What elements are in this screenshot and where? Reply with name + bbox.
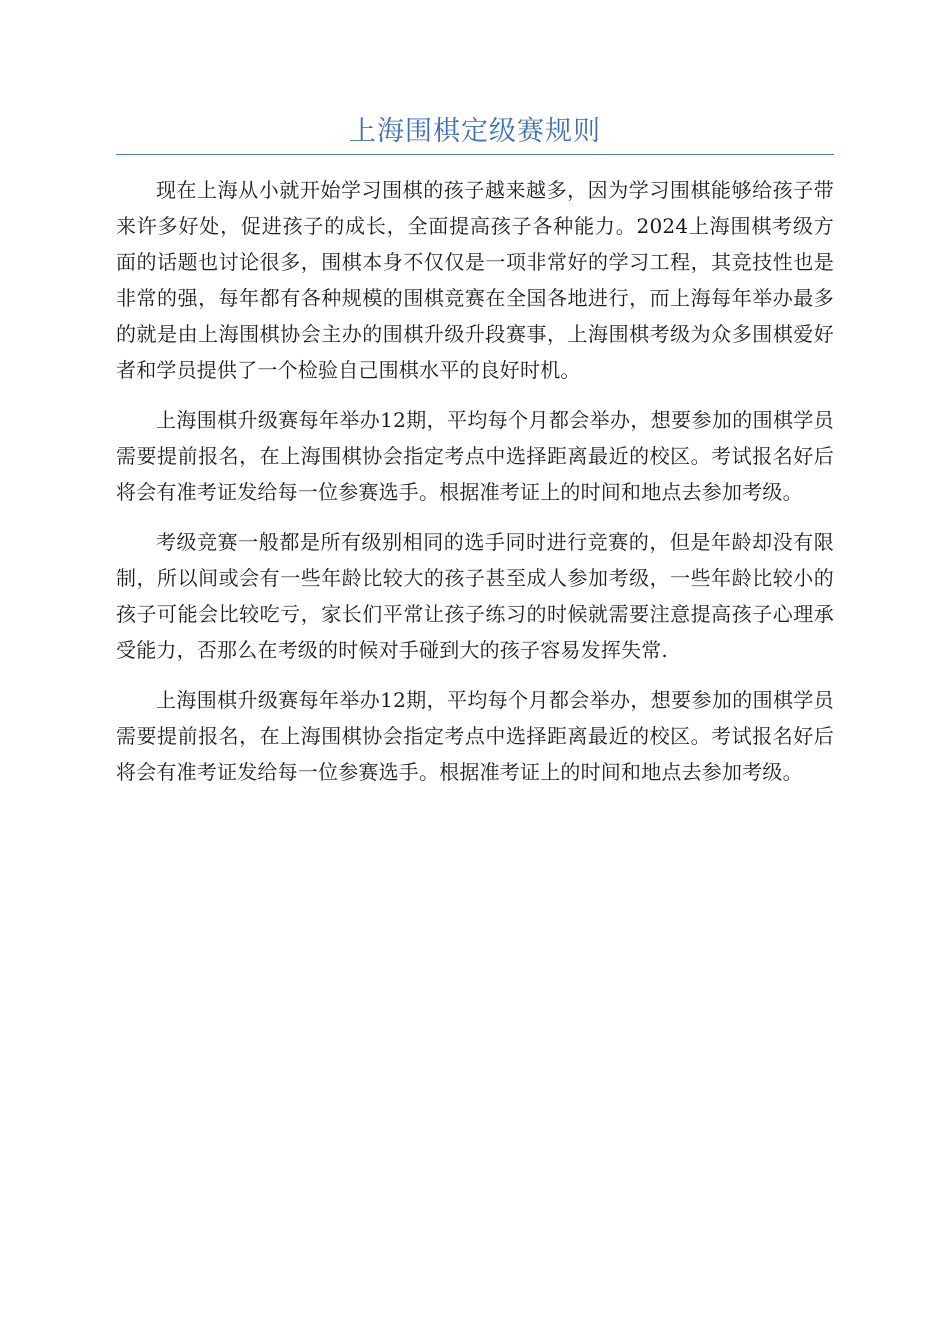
paragraph-2: 上海围棋升级赛每年举办12期，平均每个月都会举办，想要参加的围棋学员需要提前报名，在上海围棋协会指定考点中选择距离最近的校区。考试报名好后将会有准考证发给每一位参赛选手。根据准考证上的时间和地点去参加考级。 [116,408,834,504]
paragraph-4: 上海围棋升级赛每年举办12期，平均每个月都会举办，想要参加的围棋学员需要提前报名，在上海围棋协会指定考点中选择距离最近的校区。考试报名好后将会有准考证发给每一位参赛选手。根据准考证上的时间和地点去参加考级。 [116,688,834,784]
document-title: 上海围棋定级赛规则 [349,116,601,147]
paragraph-1: 现在上海从小就开始学习围棋的孩子越来越多，因为学习围棋能够给孩子带来许多好处，促进孩子的成长，全面提高孩子各种能力。2024上海围棋考级方面的话题也讨论很多，围棋本身不仅仅是一项非常好的学习工程，其竞技性也是非常的强，每年都有各种规模的围棋竞赛在全国各地进行，而上海每年举办最多的就是由上海围棋协会主办的围棋升级升段赛事，上海围棋考级为众多围棋爱好者和学员提供了一个检验自己围棋水平的良好时机。 [116,178,834,382]
document-body [116,172,834,804]
paragraph-3: 考级竞赛一般都是所有级别相同的选手同时进行竞赛的，但是年龄却没有限制，所以间或会有一些年龄比较大的孩子甚至成人参加考级，一些年龄比较小的孩子可能会比较吃亏，家长们平常让孩子练习的时候就需要注意提高孩子心理承受能力，否那么在考级的时候对手碰到大的孩子容易发挥失常. [116,530,834,662]
title-underline [116,154,834,155]
